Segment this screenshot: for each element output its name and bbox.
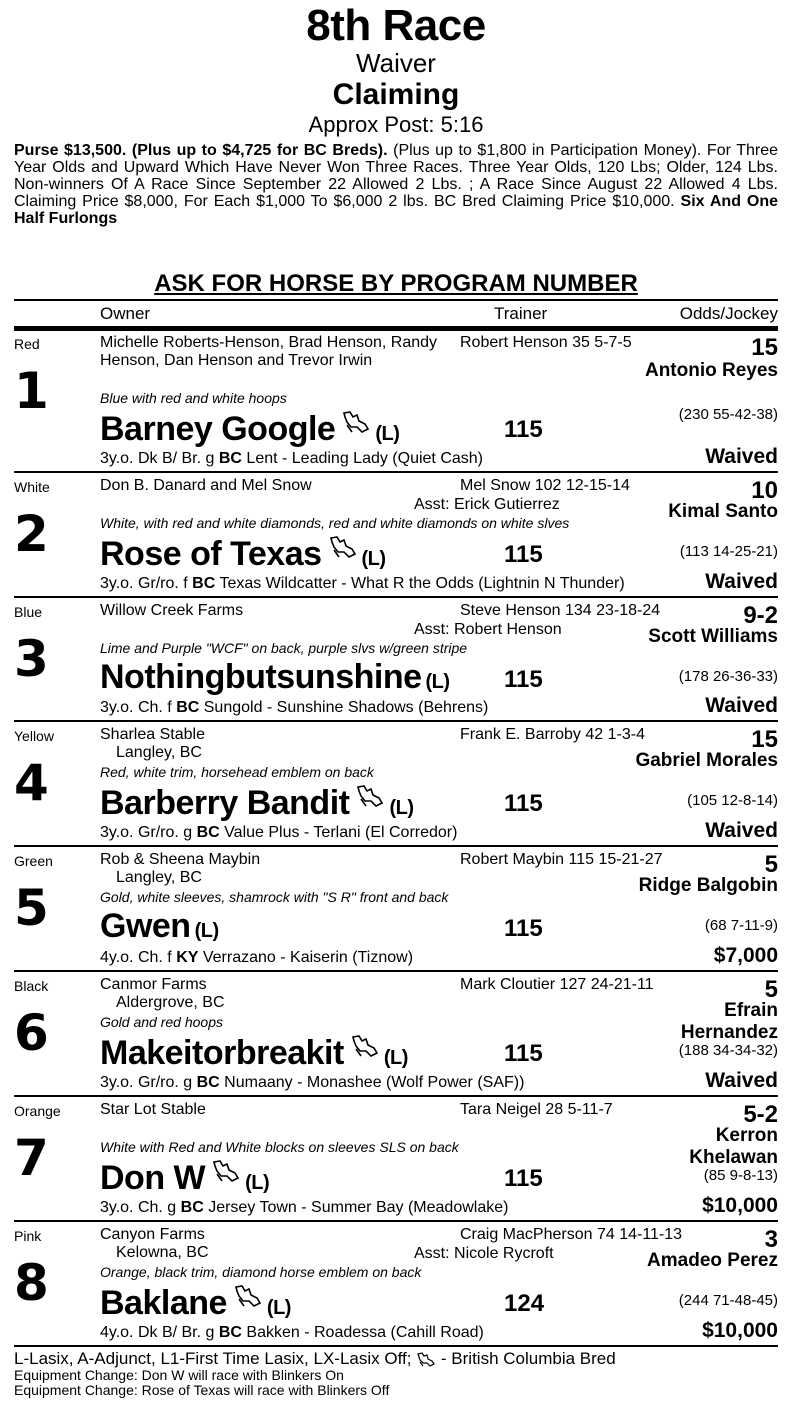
weight: 115 xyxy=(504,915,543,942)
morning-line-odds: 5 xyxy=(764,851,778,878)
silks: White, with red and white diamonds, red and white diamonds on white slves xyxy=(100,515,570,531)
purse: Purse $13,500. (Plus up to $4,725 for BC Breds). xyxy=(14,142,388,159)
saddlecloth-color: Green xyxy=(14,853,53,869)
trainer: Frank E. Barroby 42 1-3-4 xyxy=(460,726,645,743)
column-headers xyxy=(14,299,778,325)
morning-line-odds: 5 xyxy=(764,976,778,1003)
footer xyxy=(14,1351,616,1398)
breeding-pre: 3y.o. Ch. g xyxy=(100,1199,181,1216)
medication: (L) xyxy=(245,1172,270,1194)
medication: (L) xyxy=(361,548,386,570)
claiming-price: Waived xyxy=(705,570,778,593)
entry-2 xyxy=(14,471,778,598)
program-number: 3 xyxy=(14,630,49,688)
trainer: Robert Henson 35 5-7-5 xyxy=(460,334,632,351)
claiming-price: Waived xyxy=(705,694,778,717)
silks: Blue with red and white hoops xyxy=(100,390,287,406)
breeding-pre: 3y.o. Ch. f xyxy=(100,699,177,716)
breeding-state: KY xyxy=(176,949,199,966)
odds-column-header: Odds/Jockey xyxy=(679,304,778,323)
medication: (L) xyxy=(389,797,414,819)
jockey: Ridge Balgobin xyxy=(638,875,778,896)
breeding-state: BC xyxy=(192,575,216,592)
morning-line-odds: 10 xyxy=(751,477,778,504)
morning-line-odds: 15 xyxy=(751,334,778,361)
breeding xyxy=(100,949,413,967)
legend-post: - British Columbia Bred xyxy=(436,1349,616,1368)
silks: Gold and red hoops xyxy=(100,1014,223,1030)
jockey-stats: (244 71-48-45) xyxy=(678,1292,778,1309)
trainer: Craig MacPherson 74 14-11-13 xyxy=(460,1226,683,1243)
breeding-post: Sungold - Sunshine Shadows (Behrens) xyxy=(199,699,489,716)
breeding-state: BC xyxy=(218,1324,242,1341)
bc-bred-icon xyxy=(205,1159,241,1197)
program-number: 1 xyxy=(14,362,49,420)
breeding-pre: 4y.o. Ch. f xyxy=(100,949,177,966)
silks: White with Red and White blocks on sleeves SLS on back xyxy=(100,1139,459,1155)
breeding-post: Verrazano - Kaiserin (Tiznow) xyxy=(198,949,414,966)
claiming-price: Waived xyxy=(705,819,778,842)
breeding xyxy=(100,1074,524,1092)
weight: 115 xyxy=(504,790,543,817)
entry-4 xyxy=(14,720,778,847)
jockey: Scott Williams xyxy=(648,626,778,647)
entry-6 xyxy=(14,970,778,1097)
trainer: Mel Snow 102 12-15-14 xyxy=(460,477,630,494)
medication: (L) xyxy=(266,1297,291,1319)
owner-location: Langley, BC xyxy=(116,869,202,886)
jockey-stats: (230 55-42-38) xyxy=(678,406,778,423)
breeding xyxy=(100,1324,484,1342)
race-title: 8th Race xyxy=(306,1,486,50)
weight: 124 xyxy=(504,1290,545,1317)
trainer-column-header: Trainer xyxy=(494,304,548,323)
jockey-stats: (68 7-11-9) xyxy=(704,917,778,934)
medication: (L) xyxy=(383,1047,408,1069)
breeding-pre: 4y.o. Dk B/ Br. g xyxy=(100,1324,219,1341)
breeding-state: BC xyxy=(196,1074,220,1091)
owner-column-header: Owner xyxy=(100,304,151,323)
jockey: Gabriel Morales xyxy=(635,750,778,771)
claiming-price: $10,000 xyxy=(702,1319,778,1342)
trainer: Tara Neigel 28 5-11-7 xyxy=(460,1101,613,1118)
trainer: Steve Henson 134 23-18-24 xyxy=(460,602,661,619)
entry-8 xyxy=(14,1220,778,1347)
post-time: Approx Post: 5:16 xyxy=(308,112,484,137)
jockey: Antonio Reyes xyxy=(644,360,778,381)
breeding-post: Value Plus - Terlani (El Corredor) xyxy=(219,824,458,841)
race-conditions xyxy=(14,142,778,244)
saddlecloth-color: Red xyxy=(14,336,40,352)
bc-bred-icon xyxy=(227,1284,263,1322)
horse-name: Don W xyxy=(100,1159,206,1197)
claiming-price: Waived xyxy=(705,1069,778,1092)
saddlecloth-color: Pink xyxy=(14,1228,42,1244)
race-class: Claiming xyxy=(332,78,460,111)
horse-name-line xyxy=(100,410,399,446)
breeding xyxy=(100,824,457,842)
jockey-stats: (113 14-25-21) xyxy=(679,543,778,560)
jockey: Kimal Santo xyxy=(668,501,778,522)
medication: (L) xyxy=(425,671,450,693)
jockey-stats: (105 12-8-14) xyxy=(687,792,778,809)
horse-name-line xyxy=(100,1159,269,1195)
claiming-price: Waived xyxy=(705,445,778,468)
owner: Rob & Sheena Maybin xyxy=(100,851,261,868)
entry-3 xyxy=(14,596,778,722)
weight: 115 xyxy=(504,666,543,693)
jockey: Kerron Khelawan xyxy=(689,1125,778,1168)
horse-name: Gwen xyxy=(100,907,191,945)
breeding-post: Jersey Town - Summer Bay (Meadowlake) xyxy=(203,1199,509,1216)
claiming-price: $10,000 xyxy=(702,1194,778,1217)
medication: (L) xyxy=(194,920,219,942)
horse-name-line xyxy=(100,909,219,943)
jockey: Amadeo Perez xyxy=(647,1250,778,1271)
saddlecloth-color: White xyxy=(14,479,50,495)
horse-name-line xyxy=(100,660,450,694)
saddlecloth-color: Yellow xyxy=(14,728,54,744)
ask-banner: ASK FOR HORSE BY PROGRAM NUMBER xyxy=(154,270,638,297)
assistant-trainer: Asst: Erick Gutierrez xyxy=(414,496,560,513)
weight: 115 xyxy=(504,1040,543,1067)
breeding-pre: 3y.o. Gr/ro. g xyxy=(100,1074,197,1091)
breeding-post: Bakken - Roadessa (Cahill Road) xyxy=(241,1324,484,1341)
morning-line-odds: 9-2 xyxy=(743,602,778,629)
breeding-state: BC xyxy=(218,450,242,467)
program-number: 5 xyxy=(14,879,49,937)
medication: (L) xyxy=(375,423,400,445)
owner: Canyon Farms xyxy=(100,1226,205,1243)
owner-location: Langley, BC xyxy=(116,744,202,761)
breeding-state: BC xyxy=(176,699,200,716)
owner-location: Kelowna, BC xyxy=(116,1244,209,1261)
legend xyxy=(14,1351,616,1368)
horse-name-line xyxy=(100,784,414,820)
assistant-trainer: Asst: Nicole Rycroft xyxy=(414,1245,554,1262)
trainer: Robert Maybin 115 15-21-27 xyxy=(460,851,663,868)
horse-name: Barney Google xyxy=(100,410,336,448)
jockey-stats: (85 9-8-13) xyxy=(703,1167,778,1184)
saddlecloth-color: Blue xyxy=(14,604,43,620)
breeding-post: Lent - Leading Lady (Quiet Cash) xyxy=(241,450,483,467)
horse-name-line xyxy=(100,1284,291,1320)
entry-1 xyxy=(14,328,778,473)
owner: Canmor Farms xyxy=(100,976,207,993)
program-number: 6 xyxy=(14,1004,49,1062)
bc-bred-icon xyxy=(344,1034,380,1072)
breeding xyxy=(100,1199,508,1217)
horse-name: Makeitorbreakit xyxy=(100,1034,344,1072)
saddlecloth-color: Black xyxy=(14,978,49,994)
program-number: 2 xyxy=(14,505,49,563)
breeding-pre: 3y.o. Gr/ro. f xyxy=(100,575,193,592)
program-number: 8 xyxy=(14,1254,49,1312)
equipment-change-1: Equipment Change: Don W will race with Blinkers On xyxy=(14,1366,344,1383)
horse-name: Barberry Bandit xyxy=(100,784,350,822)
silks: Gold, white sleeves, shamrock with "S R" front and back xyxy=(100,889,449,905)
owner: Star Lot Stable xyxy=(100,1101,206,1118)
silks: Lime and Purple "WCF" on back, purple slvs w/green stripe xyxy=(100,640,468,656)
bc-bred-icon xyxy=(349,784,385,822)
race-header xyxy=(0,1,792,137)
distance: Six And One Half Furlongs xyxy=(14,193,778,227)
owner: Michelle Roberts-Henson, Brad Henson, Randy Henson, Dan Henson and Trevor Irwin xyxy=(100,334,438,369)
horse-name: Nothingbutsunshine xyxy=(100,658,422,696)
breeding xyxy=(100,575,625,593)
breeding xyxy=(100,450,483,468)
entry-7 xyxy=(14,1095,778,1222)
bc-bred-icon xyxy=(322,535,358,573)
owner: Sharlea Stable xyxy=(100,726,205,743)
program-number: 7 xyxy=(14,1129,49,1187)
breeding-post: Texas Wildcatter - What R the Odds (Lightnin N Thunder) xyxy=(215,575,625,592)
horse-name: Rose of Texas xyxy=(100,535,322,573)
horse-name-line xyxy=(100,1034,408,1070)
owner: Willow Creek Farms xyxy=(100,602,244,619)
morning-line-odds: 15 xyxy=(751,726,778,753)
morning-line-odds: 5-2 xyxy=(743,1101,778,1128)
jockey: Efrain Hernandez xyxy=(680,1000,778,1043)
assistant-trainer: Asst: Robert Henson xyxy=(414,621,562,638)
program-number: 4 xyxy=(14,754,49,812)
conditions-text: (Plus up to $1,800 in Participation Money). For Three Year Olds and Upward Which Have Never Won Three Races. Three Year Olds, 120 Lbs; Older, 124 Lbs. Non-winners Of A Race Since September 22 Allowed 2 Lbs. ; A Race Since August 22 Allowed 4 Lbs. Claiming Price $8,000, For Each $1,000 To $6,000 2 lbs. BC Bred Claiming Price $10,000. xyxy=(14,142,778,210)
race-type: Waiver xyxy=(356,48,436,78)
silks: Orange, black trim, diamond horse emblem on back xyxy=(100,1264,422,1280)
horse-name: Baklane xyxy=(100,1284,227,1322)
bc-bred-icon xyxy=(416,1349,436,1368)
equipment-change-2: Equipment Change: Rose of Texas will race with Blinkers Off xyxy=(14,1381,390,1398)
bc-bred-icon xyxy=(335,410,371,448)
weight: 115 xyxy=(504,416,543,443)
breeding-post: Numaany - Monashee (Wolf Power (SAF)) xyxy=(219,1074,525,1091)
legend-pre: L-Lasix, A-Adjunct, L1-First Time Lasix, LX-Lasix Off; xyxy=(14,1349,412,1368)
silks: Red, white trim, horsehead emblem on back xyxy=(100,764,374,780)
entry-5 xyxy=(14,845,778,972)
saddlecloth-color: Orange xyxy=(14,1103,61,1119)
breeding xyxy=(100,699,488,717)
weight: 115 xyxy=(504,1165,543,1192)
weight: 115 xyxy=(504,541,543,568)
jockey-stats: (188 34-34-32) xyxy=(678,1042,778,1059)
breeding-state: BC xyxy=(180,1199,204,1216)
owner-location: Aldergrove, BC xyxy=(116,994,225,1011)
breeding-pre: 3y.o. Dk B/ Br. g xyxy=(100,450,219,467)
owner: Don B. Danard and Mel Snow xyxy=(100,477,312,494)
horse-name-line xyxy=(100,535,386,571)
claiming-price: $7,000 xyxy=(713,944,778,967)
breeding-state: BC xyxy=(196,824,220,841)
morning-line-odds: 3 xyxy=(764,1226,778,1253)
trainer: Mark Cloutier 127 24-21-11 xyxy=(460,976,654,993)
jockey-stats: (178 26-36-33) xyxy=(678,668,778,685)
breeding-pre: 3y.o. Gr/ro. g xyxy=(100,824,197,841)
